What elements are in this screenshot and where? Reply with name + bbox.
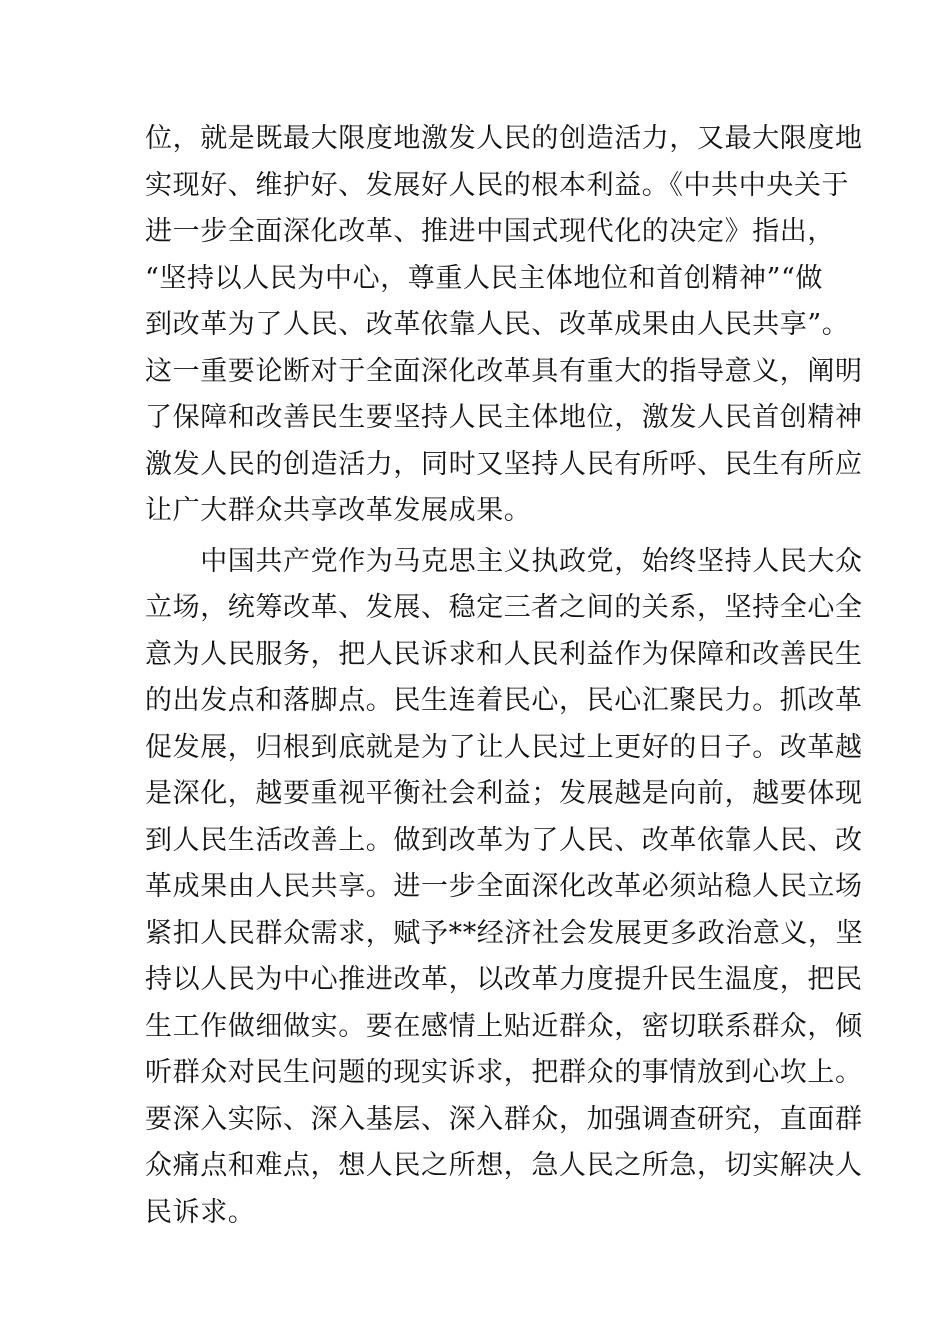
text-line: 意为人民服务，把人民诉求和人民利益作为保障和改善民生 <box>145 638 863 670</box>
text-line: 促发展，归根到底就是为了让人民过上更好的日子。改革越 <box>145 731 863 763</box>
text-line: 进一步全面深化改革、推进中国式现代化的决定》指出， <box>145 216 835 247</box>
text-line: 中国共产党作为马克思主义执政党，始终坚持人民大众 <box>145 545 863 577</box>
text-line: 激发人民的创造活力，同时又坚持人民有所呼、民生有所应 <box>145 448 863 480</box>
text-line: 实现好、维护好、发展好人民的根本利益。《中共中央关于 <box>145 169 850 201</box>
text-line: 紧扣人民群众需求，赋予**经济社会发展更多政治意义，坚 <box>145 917 864 949</box>
text-line: 众痛点和难点，想人民之所想，急人民之所急，切实解决人 <box>145 1150 863 1181</box>
text-line: 要深入实际、深入基层、深入群众，加强调查研究，直面群 <box>145 1103 863 1135</box>
text-line: 生工作做细做实。要在感情上贴近群众，密切联系群众，倾 <box>145 1010 863 1042</box>
text-line: “坚持以人民为中心，尊重人民主体地位和首创精神”“做 <box>145 262 824 294</box>
text-line: 持以人民为中心推进改革，以改革力度提升民生温度，把民 <box>145 964 863 995</box>
text-line: 立场，统筹改革、发展、稳定三者之间的关系，坚持全心全 <box>145 592 863 623</box>
text-line: 民诉求。 <box>145 1196 256 1228</box>
text-line: 让广大群众共享改革发展成果。 <box>145 495 532 526</box>
text-line: 了保障和改善民生要坚持人民主体地位，激发人民首创精神 <box>145 402 863 433</box>
text-line: 是深化，越要重视平衡社会利益；发展越是向前，越要体现 <box>145 778 863 809</box>
paragraph-2 <box>145 539 864 1237</box>
text-line: 到人民生活改善上。做到改革为了人民、改革依靠人民、改 <box>145 824 863 856</box>
text-line: 听群众对民生问题的现实诉求，把群众的事情放到心坎上。 <box>145 1057 863 1088</box>
text-line: 位，就是既最大限度地激发人民的创造活力，又最大限度地 <box>145 123 863 154</box>
paragraph-1 <box>145 116 863 535</box>
text-line: 的出发点和落脚点。民生连着民心，民心汇聚民力。抓改革 <box>145 685 863 716</box>
text-line: 革成果由人民共享。进一步全面深化改革必须站稳人民立场 <box>145 871 863 902</box>
text-line: 到改革为了人民、改革依靠人民、改革成果由人民共享”。 <box>145 309 850 340</box>
body-text <box>145 116 864 1236</box>
text-line: 这一重要论断对于全面深化改革具有重大的指导意义，阐明 <box>145 355 863 387</box>
